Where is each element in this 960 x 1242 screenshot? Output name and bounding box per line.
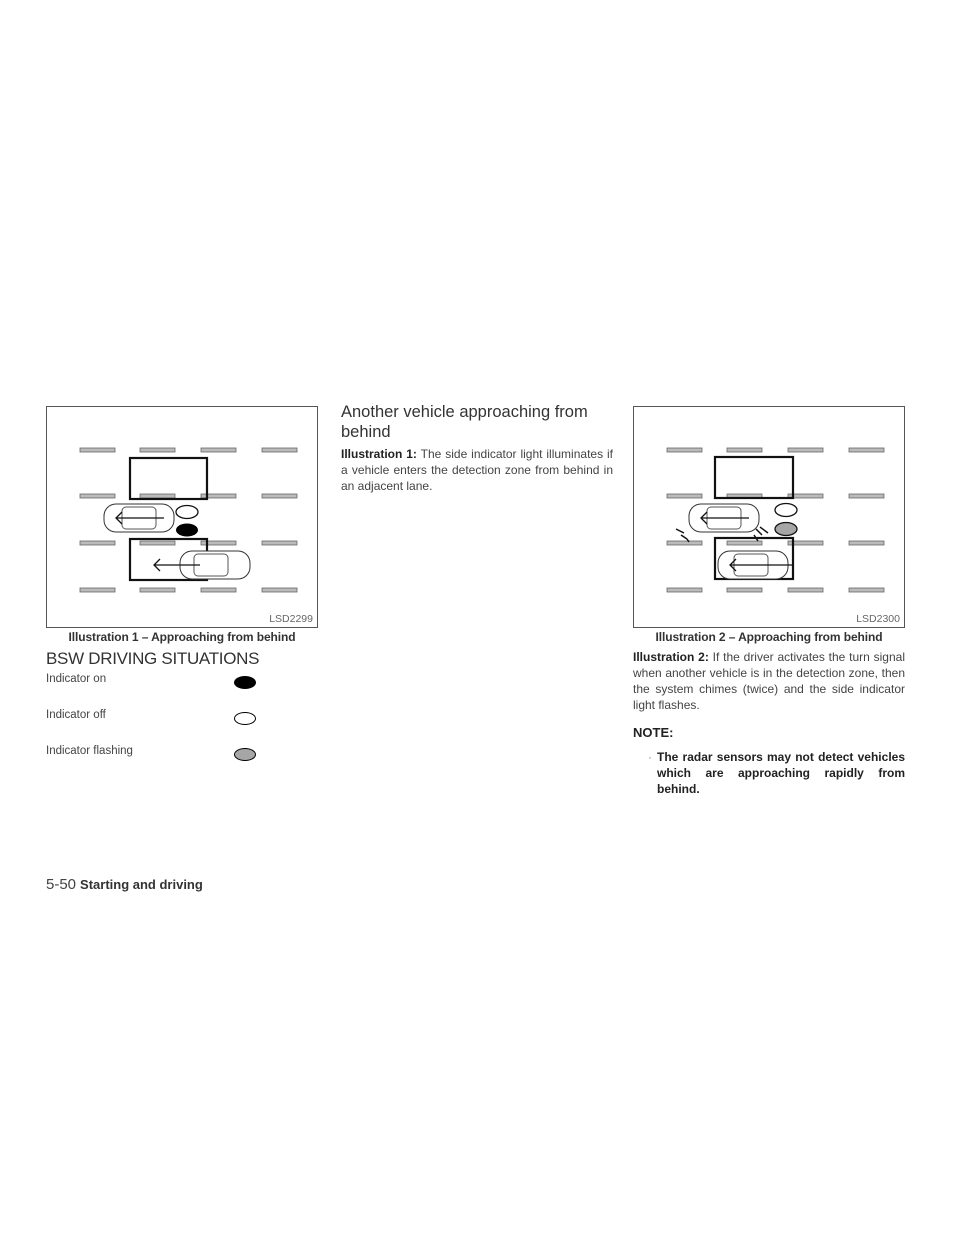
lane-dash bbox=[262, 588, 297, 592]
illustration-2-drawing bbox=[634, 407, 906, 629]
lane-dash bbox=[849, 448, 884, 452]
lane-dash bbox=[262, 448, 297, 452]
indicator-flashing-row bbox=[46, 743, 318, 777]
figure-code: LSD2300 bbox=[856, 613, 900, 625]
lane-dash bbox=[667, 494, 702, 498]
lane-dash bbox=[140, 541, 175, 545]
indicator-on-icon bbox=[176, 524, 198, 537]
lane-dash bbox=[849, 588, 884, 592]
bullet: · bbox=[648, 750, 652, 764]
approaching-car bbox=[718, 551, 793, 579]
own-car bbox=[689, 504, 759, 532]
lane-dash bbox=[140, 494, 175, 498]
figure-code: LSD2299 bbox=[269, 613, 313, 625]
para-label: Illustration 2: bbox=[633, 650, 709, 664]
detection-zone-upper bbox=[130, 458, 207, 499]
indicator-on-label: Indicator on bbox=[46, 673, 107, 685]
middle-column bbox=[341, 402, 613, 494]
subsection-heading: Another vehicle approaching from behind bbox=[341, 403, 588, 441]
note-heading: NOTE: bbox=[633, 725, 674, 740]
lane-dash bbox=[849, 494, 884, 498]
lane-dash bbox=[80, 448, 115, 452]
lane-dash bbox=[667, 448, 702, 452]
lane-dash bbox=[788, 588, 823, 592]
lane-dash bbox=[727, 448, 762, 452]
page-number: 5-50 bbox=[46, 876, 77, 893]
lane-dash bbox=[140, 588, 175, 592]
note-item bbox=[633, 749, 905, 797]
para-text: The side indicator light illuminates if a vehicle enters the detection zone from behind in an adjacent lane. bbox=[341, 447, 613, 493]
indicator-off-icon bbox=[234, 712, 256, 725]
lane-dash bbox=[80, 494, 115, 498]
lane-dash bbox=[80, 588, 115, 592]
lane-dash bbox=[201, 588, 236, 592]
illustration-1-caption: Illustration 1 – Approaching from behind bbox=[68, 630, 296, 644]
section-heading: BSW DRIVING SITUATIONS bbox=[46, 649, 260, 668]
indicator-on-icon bbox=[234, 676, 256, 689]
indicator-flashing-label: Indicator flashing bbox=[46, 745, 133, 757]
illustration-2 bbox=[633, 406, 905, 628]
lane-dash bbox=[727, 541, 762, 545]
lane-dash bbox=[667, 588, 702, 592]
para-text: If the driver activates the turn signal when another vehicle is in the detection zone, then the system chimes (twice) and the side indicator light flashes. bbox=[633, 650, 905, 712]
lane-dash bbox=[667, 541, 702, 545]
lane-dash bbox=[80, 541, 115, 545]
indicator-flashing-icon bbox=[775, 523, 797, 536]
lane-dash bbox=[849, 541, 884, 545]
indicator-off-icon bbox=[775, 504, 797, 517]
illustration-2-caption: Illustration 2 – Approaching from behind bbox=[655, 630, 883, 644]
note-text: The radar sensors may not detect vehicles which are approaching rapidly from behind. bbox=[657, 750, 905, 796]
indicator-off-icon bbox=[176, 506, 198, 519]
chapter-title: Starting and driving bbox=[80, 877, 203, 892]
lane-dash bbox=[201, 448, 236, 452]
indicator-flashing-icon bbox=[234, 748, 256, 761]
page-footer bbox=[46, 876, 203, 894]
indicator-off-label: Indicator off bbox=[46, 709, 106, 721]
lane-dash bbox=[140, 448, 175, 452]
illustration-1-drawing bbox=[47, 407, 319, 629]
illustration-2-paragraph bbox=[633, 649, 905, 713]
detection-zone-upper bbox=[715, 457, 793, 498]
lane-dash bbox=[788, 448, 823, 452]
lane-dash bbox=[262, 494, 297, 498]
illustration-1 bbox=[46, 406, 318, 628]
lane-dash bbox=[262, 541, 297, 545]
own-car bbox=[104, 504, 174, 532]
left-column bbox=[46, 406, 318, 777]
indicator-on-row bbox=[46, 671, 318, 705]
right-column bbox=[633, 406, 905, 797]
indicator-off-row bbox=[46, 707, 318, 741]
approaching-car bbox=[154, 551, 250, 579]
para-label: Illustration 1: bbox=[341, 447, 417, 461]
illustration-1-paragraph bbox=[341, 446, 613, 494]
lane-dash bbox=[727, 588, 762, 592]
